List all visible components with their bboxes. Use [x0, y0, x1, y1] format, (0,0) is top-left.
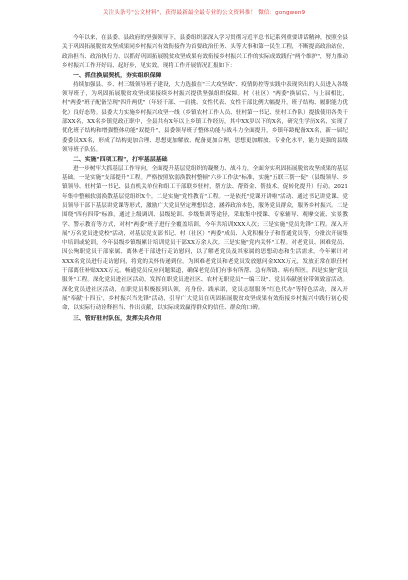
header-banner: 关注头条号"公文材料"，获得最新最全最专业的公文资料推！ 微信：gongwen9	[102, 10, 306, 16]
section-heading: 三、管好驻村队伍，发挥尖兵作用	[73, 314, 162, 322]
body-paragraph: 进一步树牢大抓基层工作导向，全面提升基层党组织的凝聚力、战斗力，全面夯实巩固拓展脱贫攻坚成果的基层基础。一是实施"支部提升"工程。严格按照软弱涣散村整顿"六步工作法"标准，实施"五联三帮一促"（县级领导、乡镇领导、驻村第一书记、县直机关单位和组工干部联乡驻村，帮方法、帮资金、帮技术，促转化提升）行动，2021年集中整顿软弱涣散基层党组织X个。二是实施"党性教育"工程。一是依托"党课开讲啦"活动、通过书记讲党课、党员领导干部下基层讲党课等形式，激励广大党员坚定理想信念，涵养政治本色，服务党员群众，服务乡村振兴。二是围绕"四有四带"标准，通过上级调训、县级轮训、乡级集训等途径，采取集中授课、专家辅导、观摩交流、实景教学、警示教育等方式，对村"两委"班子进行全覆盖培训，今年共培训XXX人次；三是实施"党员先锋"工程。深入开展"万名党员进党校"活动，对基层党支部书记、村（社区）"两委"成员、入党积极分子和普通党员等，分批次开展集中培训或轮训，今年县级乡镇级累计培训党员干部XX万余人次。三是实施"党内关怀"工程。对老党员、困难党员、因公殉职党员干部家属、离休老干部进行走访慰问，以了解老党员及其家属的思想动态和生活需求，今年累计对XXX名党员进行走访慰问，将党的关怀传递到位。为困难老党员和老党员发放慰问金XXX万元，发放正常在职任村干部离任补贴XXX万元。畅通党员反应问题渠道，确保老党员们有事有所帮、急有所助、病有所医。四是实施"党员服务"工程。深化党员进社区活动，发挥在职党员进社区、农村无职党员"一编三设"、党员奉献创业带领致富活动。深化党员进社区活动，在职党员积极报到认领，亮身份、践承诺，党员志愿服务"红色代办"等特色活动，深入开展"奉献'十四五'，乡村振兴当先锋"活动，引导广大党员在巩固拓展脱贫攻坚成果有效衔接乡村振兴中践行初心使命，以实际行动诠释担当、作出贡献，以实际成效赢得群众的信任、群众的口碑。	[62, 165, 348, 312]
body-paragraph: 持续加强县、乡、村三级领导班子建设，大力选拔在"三大攻坚战"、疫情防控等实践中表现突出的人员进入各级领导班子，为巩固拓展脱贫攻坚成果接续乡村振兴提供坚强组织保障。村（社区）"两委"换届后，与上届相比，村"两委"班子配备呈现"四升两优"（年轻干部、一肩挑、女性代表、女性干部比例大幅提升，班子结构、履职能力优化）良好态势。县委大力实施乡村振兴攻坚一线（乡镇农村工作人员、驻村第一书记、驻村工作队）提拔使用各类干部XX名，XX名乡镇党政正职中，全县共有X年以上乡镇工作经历，其中XX岁以下的X名，研究生学历X名，实现了优化班子结构和增强整体功能"双提升"，县委领导班子整体功能与战斗力全面提升，乡镇年龄配备XX名，新一届纪委委员XX名，形成了结构更加合理、思想更加解放、配备更加合理，思想更加解放、专业化水平，能力更强的县级领导班子队伍。	[62, 81, 348, 153]
section-heading: 二、实施"四项工程"，打牢基层基础	[73, 156, 168, 164]
document-body	[62, 34, 348, 323]
body-paragraph: 今年以来，在县委、县政府的坚强领导下，县委组织部深入学习贯彻习近平总书记系列重要讲话精神，按照全县关于巩固拓展脱贫攻坚成果同乡村振兴有效衔接作为首要政治任务、头等大事和第一民生工程，不断提高政治站位，政治担当、政治执行力、以抓好巩固拓展脱贫攻坚成果有效衔接乡村振兴工作的实际成效践行"两个维护"，努力推动乡村振兴工作开好局、起好步，见实效。现将工作开展情况汇报如下：	[62, 35, 348, 69]
section-heading: 一、抓住换届契机，夯实组织保障	[73, 72, 162, 80]
